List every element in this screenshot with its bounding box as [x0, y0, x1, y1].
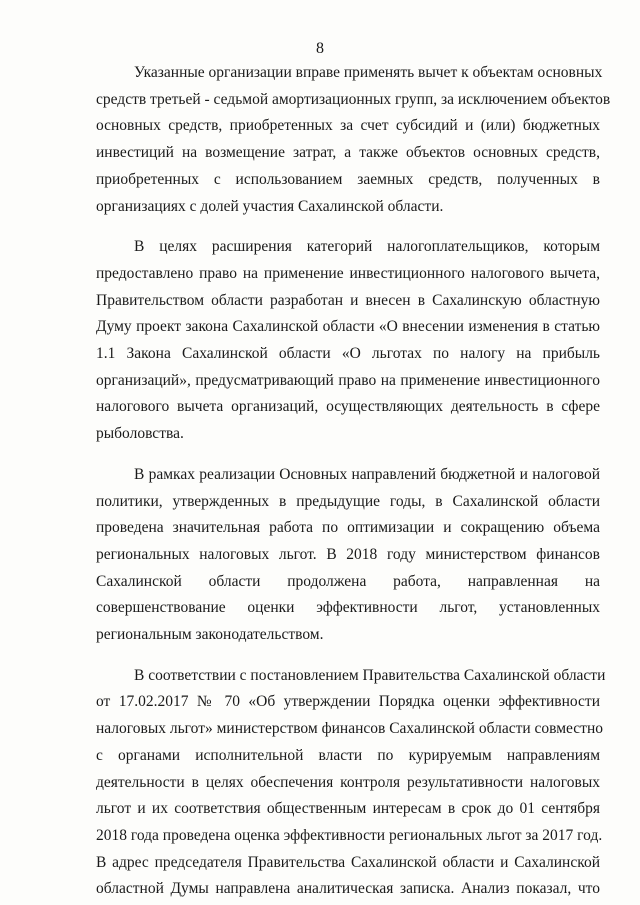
paragraph [96, 462, 600, 649]
text-line: приобретенных с использованием заемных средств, полученных в [96, 170, 600, 188]
text-line: политики, утвержденных в предыдущие годы, в Сахалинской области [96, 492, 600, 510]
text-line: Сахалинской области продолжена работа, направленная на [96, 572, 600, 590]
text-line: региональным законодательством. [96, 626, 324, 644]
text-line: предоставлено право на применение инвестиционного налогового вычета, [96, 264, 600, 282]
text-line: региональных налоговых льгот. В 2018 году министерством финансов [96, 545, 600, 563]
text-line: налогового вычета организаций, осуществляющих деятельность в сфере [96, 398, 600, 416]
text-line: Думу проект закона Сахалинской области «О внесении изменения в статью [96, 318, 600, 336]
paragraph [96, 60, 611, 220]
document-body [96, 60, 611, 905]
page-number: 8 [316, 40, 324, 57]
text-line: Указанные организации вправе применять вычет к объектам основных [134, 64, 603, 81]
text-line: деятельности в целях обеспечения контроля результативности налоговых [96, 773, 600, 791]
text-line: В рамках реализации Основных направлений бюджетной и налоговой [134, 465, 600, 483]
text-line: Правительством области разработан и внесен в Сахалинскую областную [96, 291, 600, 309]
text-line: рыболовства. [96, 425, 184, 443]
text-line: 2018 года проведена оценка эффективности региональных льгот за 2017 год. [96, 826, 603, 844]
paragraph [96, 663, 606, 903]
text-line: средств третьей - седьмой амортизационных групп, за исключением объектов [96, 90, 611, 108]
text-line: В целях расширения категорий налогоплательщиков, которым [134, 238, 600, 256]
text-line: льгот и их соответствия общественным интересам в срок до 01 сентября [96, 800, 600, 818]
text-line: инвестиций на возмещение затрат, а также объектов основных средств, [96, 144, 600, 162]
text-line: основных средств, приобретенных за счет субсидий и (или) бюджетных [96, 117, 600, 135]
text-line: В адрес председателя Правительства Сахалинской области и Сахалинской [96, 853, 600, 871]
text-line: 1.1 Закона Сахалинской области «О льготах по налогу на прибыль [96, 345, 600, 363]
text-line: организаций», предусматривающий право на применение инвестиционного [96, 371, 600, 389]
text-line: с органами исполнительной власти по курируемым направлениям [96, 746, 600, 764]
text-line: от 17.02.2017 № 70 «Об утверждении Порядка оценки эффективности [96, 693, 600, 711]
text-line: проведена значительная работа по оптимизации и сокращению объема [96, 519, 600, 537]
text-line: областной Думы направлена аналитическая записка. Анализ показал, что [96, 880, 600, 898]
text-line: совершенствование оценки эффективности льгот, установленных [96, 599, 600, 617]
paragraph [96, 234, 600, 448]
text-line: В соответствии с постановлением Правительства Сахалинской области [134, 666, 606, 684]
text-line: налоговых льгот» министерством финансов Сахалинской области совместно [96, 720, 603, 738]
text-line: организациях с долей участия Сахалинской области. [96, 197, 444, 215]
